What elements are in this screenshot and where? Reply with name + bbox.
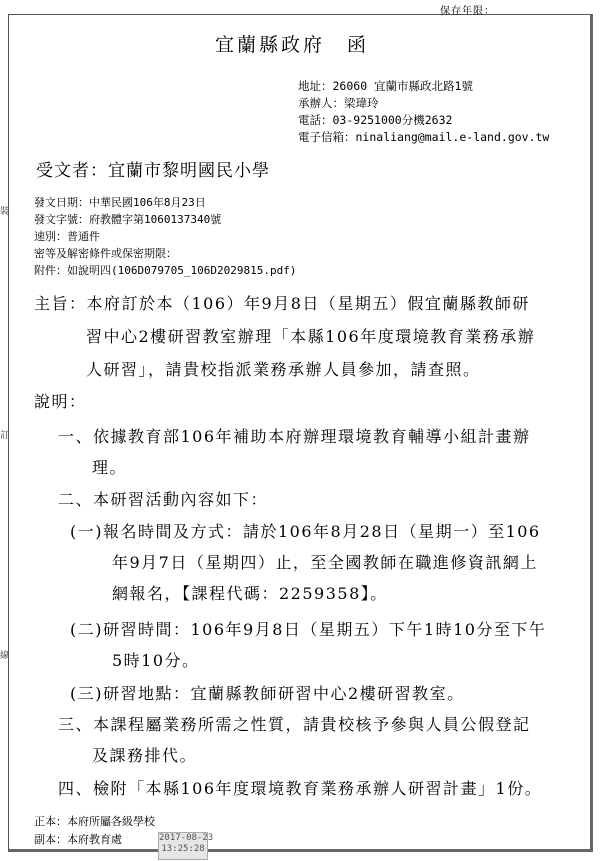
item-4: 四、檢附「本縣106年度環境教育業務承辦人研習計畫」1份。	[58, 779, 543, 798]
subject-line-2: 習中心2樓研習教室辦理「本縣106年度環境教育業務承辦	[86, 327, 536, 346]
stamp-time: 13:25:28	[161, 844, 205, 854]
stamp-date: 2017-08-23	[159, 833, 214, 843]
recipient: 受文者：宜蘭市黎明國民小學	[36, 161, 270, 181]
binding-mark-zhuang: 裝	[0, 207, 10, 217]
contact-phone: 電話：03-9251000分機2632	[298, 113, 453, 127]
sub-1-line-1: (一)報名時間及方式：請於106年8月28日（星期一）至106	[70, 522, 541, 541]
meta-date: 發文日期：中華民國106年8月23日	[34, 196, 206, 209]
receipt-timestamp-stamp	[158, 832, 214, 860]
binding-mark-xian: 線	[0, 651, 10, 661]
original-recipients: 正本：本府所屬各級學校	[34, 815, 155, 828]
contact-officer: 承辦人：梁瑋玲	[298, 96, 379, 110]
sub-1-line-3: 網報名，【課程代碼：2259358】。	[112, 584, 388, 603]
document-title: 宜蘭縣政府 函	[215, 34, 370, 56]
copy-recipients: 副本：本府教育處	[34, 833, 122, 846]
binding-mark-ding: 訂	[0, 431, 10, 441]
sub-1-line-2: 年9月7日（星期四）止，至全國教師在職進修資訊網上	[112, 553, 538, 572]
contact-address: 地址：26060 宜蘭市縣政北路1號	[298, 79, 473, 93]
sub-2-line-1: (二)研習時間：106年9月8日（星期五）下午1時10分至下午	[70, 620, 547, 639]
meta-confidentiality: 密等及解密條件或保密期限：	[34, 247, 177, 260]
subject-line-1: 主旨：本府訂於本（106）年9月8日（星期五）假宜蘭縣教師研	[34, 294, 530, 313]
meta-speed: 速別：普通件	[34, 230, 100, 243]
item-3-line-2: 及課務排代。	[92, 746, 198, 765]
sub-3: (三)研習地點：宜蘭縣教師研習中心2樓研習教室。	[70, 684, 465, 703]
retention-period: 保存年限：	[440, 6, 495, 17]
item-1-line-1: 一、依據教育部106年補助本府辦理環境教育輔導小組計畫辦	[58, 427, 531, 446]
sub-2-line-2: 5時10分。	[112, 651, 200, 670]
meta-attachment: 附件：如說明四(106D079705_106D2029815.pdf)	[34, 264, 297, 277]
contact-email: 電子信箱：ninaliang@mail.e-land.gov.tw	[298, 130, 550, 144]
subject-line-3: 人研習」，請貴校指派業務承辦人員參加，請查照。	[86, 360, 481, 379]
item-3-line-1: 三、本課程屬業務所需之性質，請貴校核予參與人員公假登記	[58, 715, 531, 734]
meta-doc-number: 發文字號：府教體字第1060137340號	[34, 213, 222, 226]
item-1-line-2: 理。	[92, 458, 128, 477]
explanation-label: 說明：	[34, 392, 87, 411]
item-2: 二、本研習活動內容如下：	[58, 490, 269, 509]
